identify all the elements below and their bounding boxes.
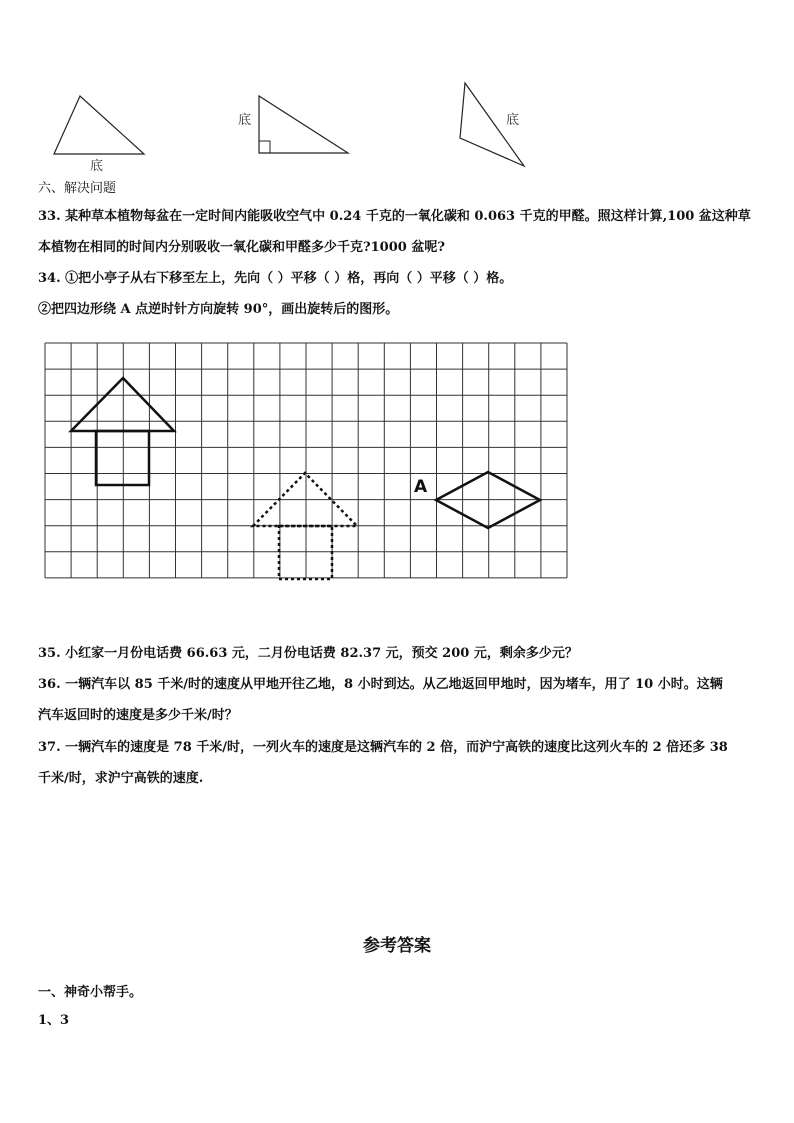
point-a-label: A — [414, 477, 428, 497]
question-37-line-2: 千米/时，求沪宁高铁的速度. — [38, 771, 204, 786]
section-6-heading: 六、解决问题 — [38, 181, 117, 196]
answers-title: 参考答案 — [363, 936, 431, 956]
triangle-1-base-label: 底 — [90, 159, 104, 174]
question-35: 35. 小红家一月份电话费 66.63 元，二月份电话费 82.37 元，预交 200 元，剩余多少元？ — [38, 646, 578, 661]
answers-section-1: 一、神奇小帮手。 — [38, 985, 143, 1000]
question-33-line-1: 33. 某种草本植物每盆在一定时间内能吸收空气中 0.24 千克的一氧化碳和 0.063 千克的甲醛。照这样计算,100 盆这种草 — [38, 209, 751, 224]
triangles-figure — [40, 78, 560, 178]
dotted-pavilion — [253, 473, 357, 579]
solid-pavilion — [71, 378, 174, 485]
solid-pavilion-roof — [71, 378, 174, 431]
grid-figure — [44, 342, 568, 628]
question-34-part-2: ②把四边形绕 A 点逆时针方向旋转 90°，画出旋转后的图形。 — [38, 302, 399, 317]
triangle-3-base-label: 底 — [506, 113, 520, 128]
answers-item-1: 1、3 — [38, 1013, 70, 1028]
question-36-line-1: 36. 一辆汽车以 85 千米/时的速度从甲地开往乙地，8 小时到达。从乙地返回甲地时，因为堵车，用了 10 小时。这辆 — [38, 677, 723, 692]
question-36-line-2: 汽车返回时的速度是多少千米/时？ — [38, 708, 238, 723]
question-33-line-2: 本植物在相同的时间内分别吸收一氧化碳和甲醛多少千克?1000 盆呢? — [38, 240, 445, 255]
question-34-part-1: 34. ①把小亭子从右下移至左上，先向（ ）平移（ ）格，再向（ ）平移（ ）格。 — [38, 271, 513, 286]
solid-pavilion-body — [96, 431, 149, 485]
triangle-2-base-label: 底 — [238, 113, 252, 128]
triangle-1 — [54, 96, 144, 154]
triangle-2 — [259, 96, 348, 153]
question-37-line-1: 37. 一辆汽车的速度是 78 千米/时，一列火车的速度是这辆汽车的 2 倍，而沪宁高铁的速度比这列火车的 2 倍还多 38 — [38, 740, 728, 755]
